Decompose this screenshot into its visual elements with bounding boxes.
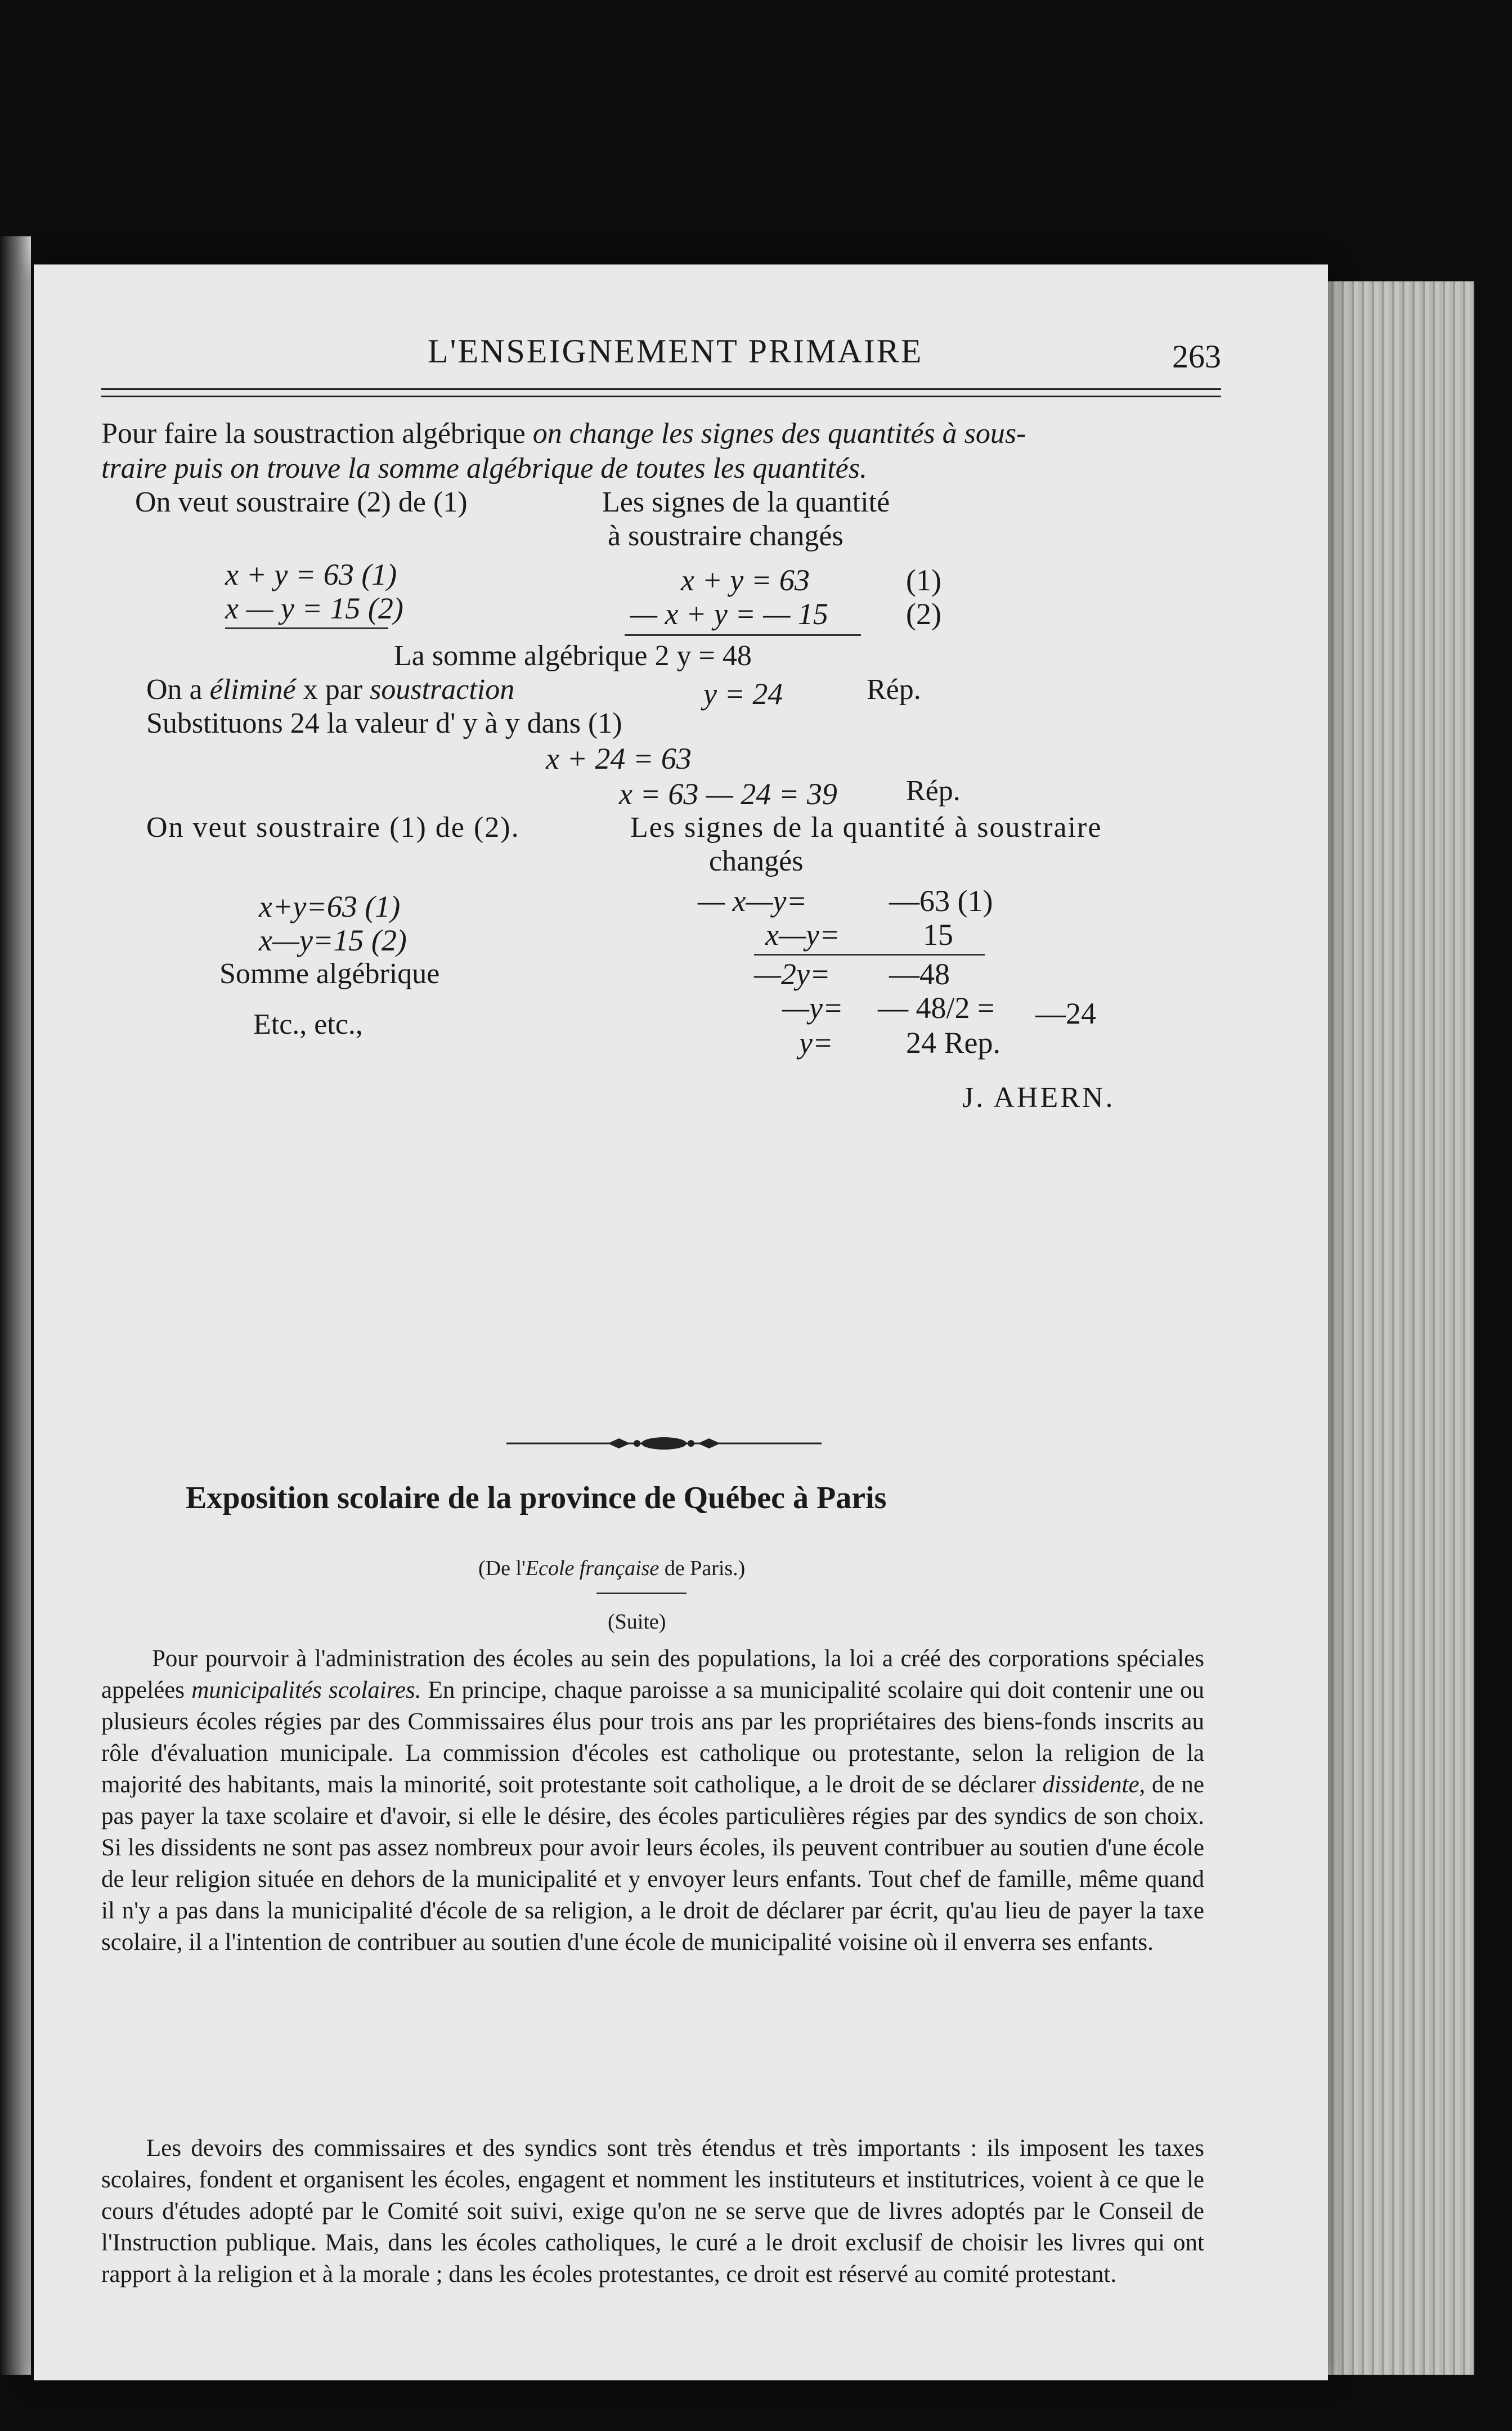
example1-rep: Rép. (867, 674, 921, 706)
example1-result: y = 24 (703, 677, 783, 711)
page-number: 263 (1172, 338, 1221, 375)
article-suite: (Suite) (608, 1610, 666, 1634)
p1-mid: En principe, chaque paroisse a sa municipalité scolaire qui doit contenir une ou plusieurs écoles régies par des Commissaires élus pour trois ans par les propriétaires des biens-fonds inscrits au rôle d'évaluation municipale. La commission d'écoles est catholique ou protestante, selon la religion de la majorité des habitants, mais la minorité, soit protestante soit catholique, a le droit de se déclarer (101, 1677, 1204, 1798)
example1-right-eq2: — x + y = — 15 (630, 597, 828, 631)
example1-left-eq2: x — y = 15 (2) (225, 591, 403, 625)
example1-statement: On veut soustraire (2) de (1) (135, 486, 468, 518)
example2-r5-lhs: y= (799, 1026, 833, 1060)
author-signature: J. AHERN. (962, 1082, 1115, 1114)
page-edges (1328, 281, 1474, 2375)
example2-r4-rhs: — 48/2 = (878, 991, 995, 1025)
p1-italic-2: dissidente, (1042, 1771, 1146, 1798)
book-spine-shadow (0, 236, 31, 2375)
article-paragraph-2 (101, 2133, 1204, 2290)
p1-start: Pour pourvoir à l'administration des écoles au sein des populations, la loi a créé des corporations spéciales appelées (101, 1645, 1204, 1703)
example2-r4-lhs: —y= (782, 991, 844, 1025)
example2-r1-rhs: —63 (1) (889, 884, 993, 918)
example2-signs-line2: changés (709, 845, 804, 877)
example1-right-underline (625, 634, 861, 636)
example1-substitution: Substituons 24 la valeur d' y à y dans (1) (146, 707, 622, 739)
book-page (34, 264, 1328, 2380)
example2-r2-rhs: 15 (923, 918, 953, 952)
example2-signs-line1: Les signes de la quantité à soustraire (630, 811, 1102, 844)
example2-etc: Etc., etc., (253, 1008, 363, 1040)
running-head (101, 332, 1221, 377)
example2-r3-lhs: —2y= (754, 957, 831, 991)
p1-end: de ne pas payer la taxe scolaire et d'avoir, si elle le désire, des écoles particulières régies par des syndics de son choix. Si les dissidents ne sont pas assez nombreux pour avoir leurs écoles, ils peuvent contribuer au soutien d'une école de leur religion située en dehors de la municipalité et y envoyer leurs enfants. Tout chef de famille, même quand il n'y a pas dans la municipalité d'école de sa religion, a le droit de déclarer par écrit, qu'au lieu de payer la taxe scolaire, il a l'intention de contribuer au soutien d'une école de municipalité voisine où il enverra ses enfants. (101, 1771, 1204, 1955)
intro-rule-italic: on change les signes des quantités à sous- (532, 418, 1026, 450)
article-source (478, 1556, 745, 1581)
example1-elimination (146, 672, 514, 707)
example1-left-eq1: x + y = 63 (1) (225, 558, 397, 591)
article-title: Exposition scolaire de la province de Québec à Paris (186, 1481, 887, 1515)
paragraph-1-text (101, 1643, 1204, 1958)
source-prefix: (De l' (478, 1557, 526, 1580)
intro-text: Pour faire la soustraction algébrique (101, 418, 533, 450)
example1-right-eq1: x + y = 63 (681, 563, 810, 597)
source-suffix: de Paris.) (659, 1557, 746, 1580)
paragraph-2-text: Les devoirs des commissaires et des syndics sont très étendus et très importants : ils imposent les taxes scolaires, fondent et organisent les écoles, engagent et nomment les instituteurs et institutrices, voient à ce que le cours d'études adopté par le Comité soit suivi, exige qu'on ne se serve que de livres adoptés par le Conseil de l'Instruction publique. Mais, dans les écoles catholiques, le curé a le droit exclusif de choisir les livres qui ont rapport à la religion et à la morale ; dans les écoles protestantes, ce droit est réservé au comité protestant. (101, 2135, 1204, 2288)
example2-somme-label: Somme algébrique (219, 958, 440, 990)
intro-line-1 (101, 416, 1026, 451)
example1-right-eq2-num: (2) (906, 597, 941, 631)
example1-sum: La somme algébrique 2 y = 48 (394, 640, 752, 672)
example2-statement: On veut soustraire (1) de (2). (146, 811, 520, 844)
example2-r4-extra: —24 (1035, 997, 1096, 1030)
example1-left-underline (225, 627, 388, 629)
example2-left-eq1: x+y=63 (1) (259, 890, 401, 923)
example2-r1-lhs: — x—y= (698, 884, 807, 918)
intro-line-2: traire puis on trouve la somme algébrique de toutes les quantités. (101, 452, 867, 485)
ornament-divider (506, 1435, 822, 1452)
elim-italic-1: éliminé (209, 674, 296, 706)
example1-subst-eq1: x + 24 = 63 (546, 742, 692, 775)
running-head-title: L'ENSEIGNEMENT PRIMAIRE (428, 333, 923, 370)
source-italic: Ecole française (525, 1557, 659, 1580)
article-paragraph-1 (101, 1643, 1204, 1958)
example2-r3-rhs: —48 (889, 957, 950, 991)
example1-right-eq1-num: (1) (906, 563, 941, 597)
example1-subst-eq2: x = 63 — 24 = 39 (619, 777, 837, 811)
elim-mid: x par (295, 674, 370, 706)
example1-signs-line1: Les signes de la quantité (602, 486, 890, 518)
elim-prefix: On a (146, 674, 210, 706)
example2-r2-lhs: x—y= (765, 918, 840, 952)
source-rule (596, 1593, 687, 1594)
example2-r5-rhs: 24 Rep. (906, 1026, 1000, 1060)
example2-left-eq2: x—y=15 (2) (259, 923, 407, 957)
example1-signs-line2: à soustraire changés (608, 520, 844, 552)
header-rule (101, 388, 1221, 397)
p1-italic-1: municipalités scolaires. (191, 1677, 421, 1703)
example1-subst-rep: Rép. (906, 775, 961, 807)
example2-right-underline (754, 954, 985, 956)
elim-italic-2: soustraction (370, 674, 515, 706)
